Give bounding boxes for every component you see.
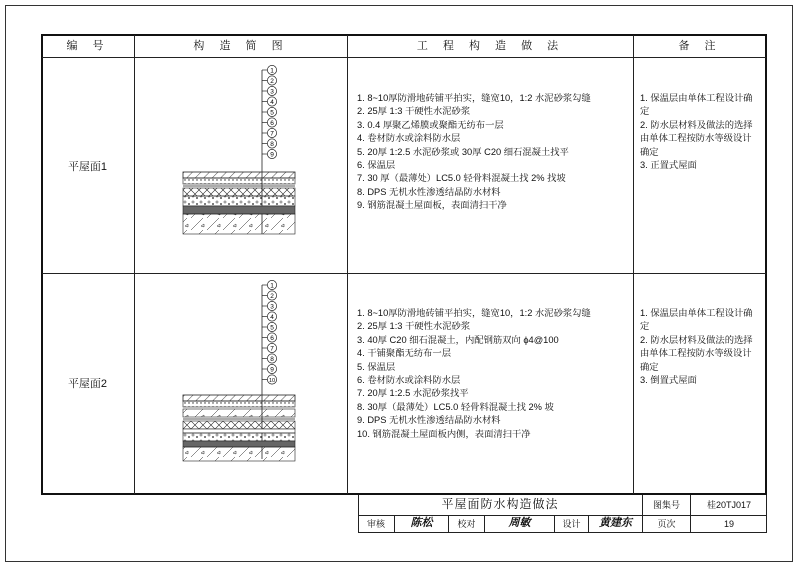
note-item: 1. 保温层由单体工程设计确定 <box>640 93 753 117</box>
check-signature: 周敏 <box>508 516 531 529</box>
drawing-title: 平屋面防水构造做法 <box>441 497 559 511</box>
review-label: 审核 <box>366 519 385 529</box>
method-item: 9. DPS 无机水性渗透结晶防水材料 <box>357 415 501 426</box>
method-item: 4. 干铺聚酯无纺布一层 <box>357 348 452 359</box>
roof1-notes-list <box>640 92 760 172</box>
header-divider <box>42 57 766 58</box>
atlas-label: 图集号 <box>652 500 680 510</box>
col-divider <box>347 35 348 494</box>
layer-callout-number: 2 <box>270 293 274 301</box>
layer-callout-number: 9 <box>270 151 274 159</box>
header-diagram: 构 造 简 图 <box>193 40 289 52</box>
method-item: 1. 8~10厚防滑地砖铺平拍实，缝宽10，1:2 水泥砂浆勾缝 <box>357 308 591 318</box>
roof2-section-diagram <box>175 277 305 467</box>
design-signature: 黄建东 <box>599 516 632 529</box>
row-label: 平屋面2 <box>67 378 108 390</box>
layer-callout-number: 4 <box>270 314 274 322</box>
note-item: 3. 正置式屋面 <box>640 160 697 171</box>
layer-callout-number: 4 <box>270 99 274 107</box>
method-item: 5. 20厚 1:2.5 水泥砂浆或 30厚 C20 细石混凝土找平 <box>357 146 569 157</box>
method-item: 3. 40厚 C20 细石混凝土，内配钢筋双向 ϕ4@100 <box>357 334 559 345</box>
roof1-method-list <box>357 92 591 213</box>
row-label: 平屋面1 <box>67 161 108 173</box>
review-signature: 陈松 <box>410 516 433 529</box>
layer-callout-number: 3 <box>270 303 274 311</box>
method-item: 2. 25厚 1:3 干硬性水泥砂浆 <box>357 106 471 117</box>
method-item: 6. 卷材防水或涂料防水层 <box>357 375 461 386</box>
method-item: 5. 保温层 <box>357 361 396 372</box>
method-item: 8. DPS 无机水性渗透结晶防水材料 <box>357 186 501 197</box>
layer-callout-number: 1 <box>270 67 274 75</box>
method-item: 8. 30厚（最薄处）LC5.0 轻骨料混凝土找 2% 坡 <box>357 401 554 412</box>
method-item: 10. 钢筋混凝土屋面板内侧，表面清扫干净 <box>357 428 531 439</box>
layer-callout-number: 1 <box>270 282 274 290</box>
method-item: 9. 钢筋混凝土屋面板，表面清扫干净 <box>357 200 507 211</box>
method-item: 2. 25厚 1:3 干硬性水泥砂浆 <box>357 321 471 332</box>
header-method: 工 程 构 造 做 法 <box>416 40 565 52</box>
method-item: 3. 0.4 厚聚乙烯膜或聚酯无纺布一层 <box>357 119 504 130</box>
layer-callout-number: 6 <box>270 120 274 128</box>
row-divider <box>42 273 766 274</box>
method-item: 6. 保温层 <box>357 160 396 171</box>
atlas-number: 桂20TJ017 <box>706 500 752 510</box>
layer-callout-number: 6 <box>270 335 274 343</box>
layer-callout-number: 3 <box>270 88 274 96</box>
note-item: 1. 保温层由单体工程设计确定 <box>640 308 753 332</box>
method-item: 4. 卷材防水或涂料防水层 <box>357 133 461 144</box>
method-item: 7. 20厚 1:2.5 水泥砂浆找平 <box>357 388 469 399</box>
check-label: 校对 <box>457 519 476 529</box>
method-item: 7. 30 厚（最薄处）LC5.0 轻骨料混凝土找 2% 找坡 <box>357 173 566 184</box>
note-item: 2. 防水层材料及做法的选择由单体工程按防水等级设计确定 <box>640 334 753 372</box>
layer-callout-number: 5 <box>270 109 274 117</box>
header-notes: 备 注 <box>678 40 722 52</box>
layer-callout-number: 2 <box>270 78 274 86</box>
layer-callout-number: 5 <box>270 324 274 332</box>
header-number: 编 号 <box>66 40 110 52</box>
layer-callout-number: 8 <box>270 356 274 364</box>
layer-callout-number: 7 <box>270 130 274 138</box>
layer-callout-number: 8 <box>270 141 274 149</box>
note-item: 2. 防水层材料及做法的选择由单体工程按防水等级设计确定 <box>640 119 753 157</box>
col-divider <box>633 35 634 494</box>
design-label: 设计 <box>562 519 581 529</box>
roof2-method-list <box>357 307 591 441</box>
roof2-notes-list <box>640 307 760 387</box>
layer-callout-number: 10 <box>268 378 276 385</box>
layer-callout-number: 9 <box>270 366 274 374</box>
page-number: 19 <box>723 519 734 529</box>
layer-callout-number: 7 <box>270 345 274 353</box>
note-item: 3. 倒置式屋面 <box>640 375 697 386</box>
roof1-section-diagram <box>175 62 305 242</box>
col-divider <box>134 35 135 494</box>
method-item: 1. 8~10厚防滑地砖铺平拍实，缝宽10，1:2 水泥砂浆勾缝 <box>357 93 591 103</box>
page-label: 页次 <box>657 519 676 529</box>
